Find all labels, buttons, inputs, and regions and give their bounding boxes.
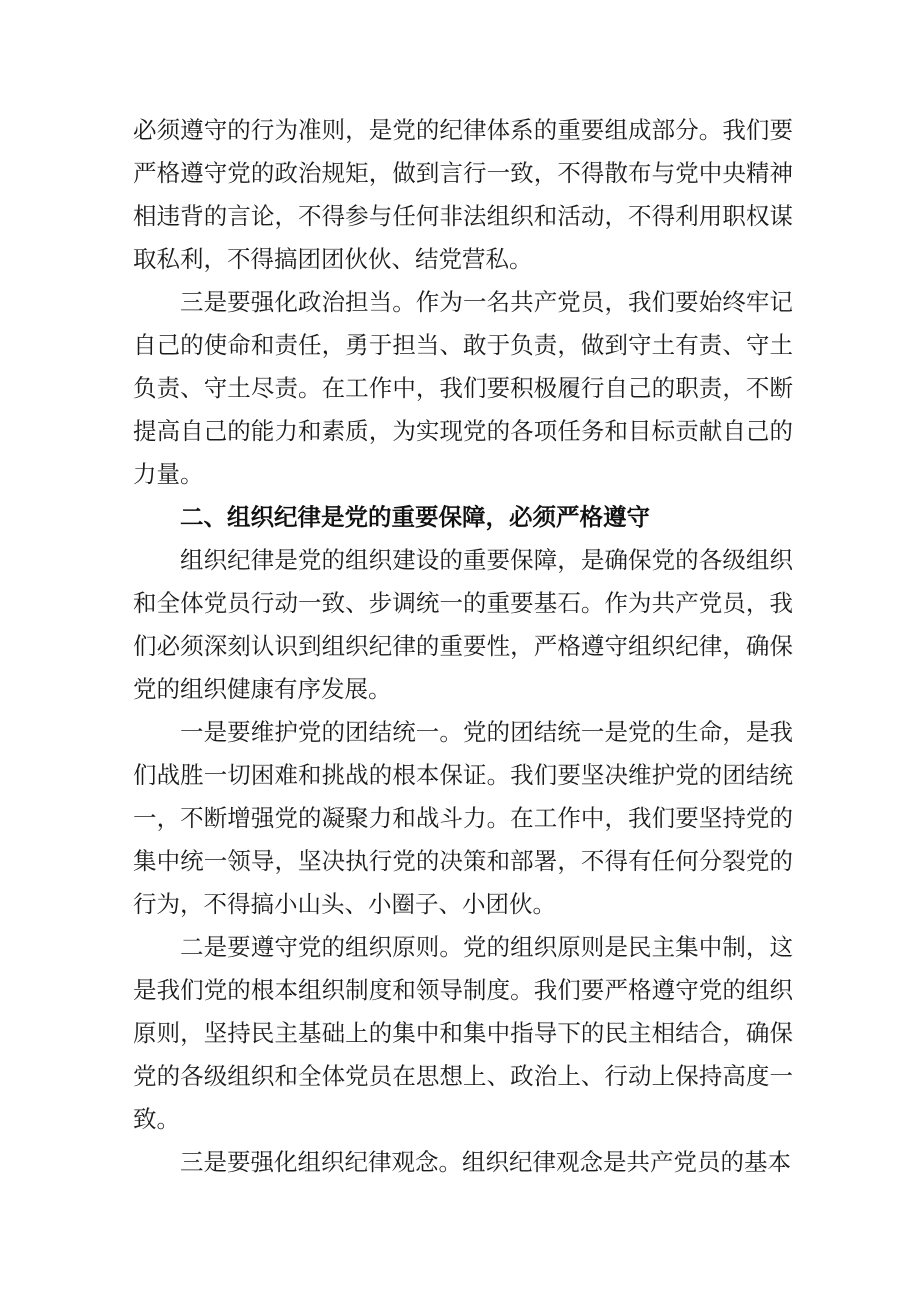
document-body: [133, 109, 793, 1184]
section-heading-organizational-discipline: 二、组织纪律是党的重要保障，必须严格遵守: [180, 503, 650, 531]
paragraph-party-unity: 一是要维护党的团结统一。党的团结统一是党的生命，是我们战胜一切困难和挑战的根本保证。我们要坚决维护党的团结统一，不断增强党的凝聚力和战斗力。在工作中，我们要坚持党的集中统一领导，坚决执行党的决策和部署，不得有任何分裂党的行为，不得搞小山头、小圈子、小团伙。: [133, 718, 793, 918]
paragraph-continuation: 必须遵守的行为准则，是党的纪律体系的重要组成部分。我们要严格遵守党的政治规矩，做到言行一致，不得散布与党中央精神相违背的言论，不得参与任何非法组织和活动，不得利用职权谋取私利，不得搞团团伙伙、结党营私。: [133, 116, 793, 273]
paragraph-organizational-discipline-intro: 组织纪律是党的组织建设的重要保障，是确保党的各级组织和全体党员行动一致、步调统一的重要基石。作为共产党员，我们必须深刻认识到组织纪律的重要性，严格遵守组织纪律，确保党的组织健康有序发展。: [133, 546, 793, 703]
paragraph-discipline-awareness: 三是要强化组织纪律观念。组织纪律观念是共产党员的基本: [180, 1148, 791, 1176]
paragraph-political-responsibility: 三是要强化政治担当。作为一名共产党员，我们要始终牢记自己的使命和责任，勇于担当、敢于负责，做到守土有责、守土负责、守土尽责。在工作中，我们要积极履行自己的职责，不断提高自己的能力和素质，为实现党的各项任务和目标贡献自己的力量。: [133, 288, 793, 488]
paragraph-organizational-principles: 二是要遵守党的组织原则。党的组织原则是民主集中制，这是我们党的根本组织制度和领导制度。我们要严格遵守党的组织原则，坚持民主基础上的集中和集中指导下的民主相结合，确保党的各级组织和全体党员在思想上、政治上、行动上保持高度一致。: [133, 933, 793, 1133]
